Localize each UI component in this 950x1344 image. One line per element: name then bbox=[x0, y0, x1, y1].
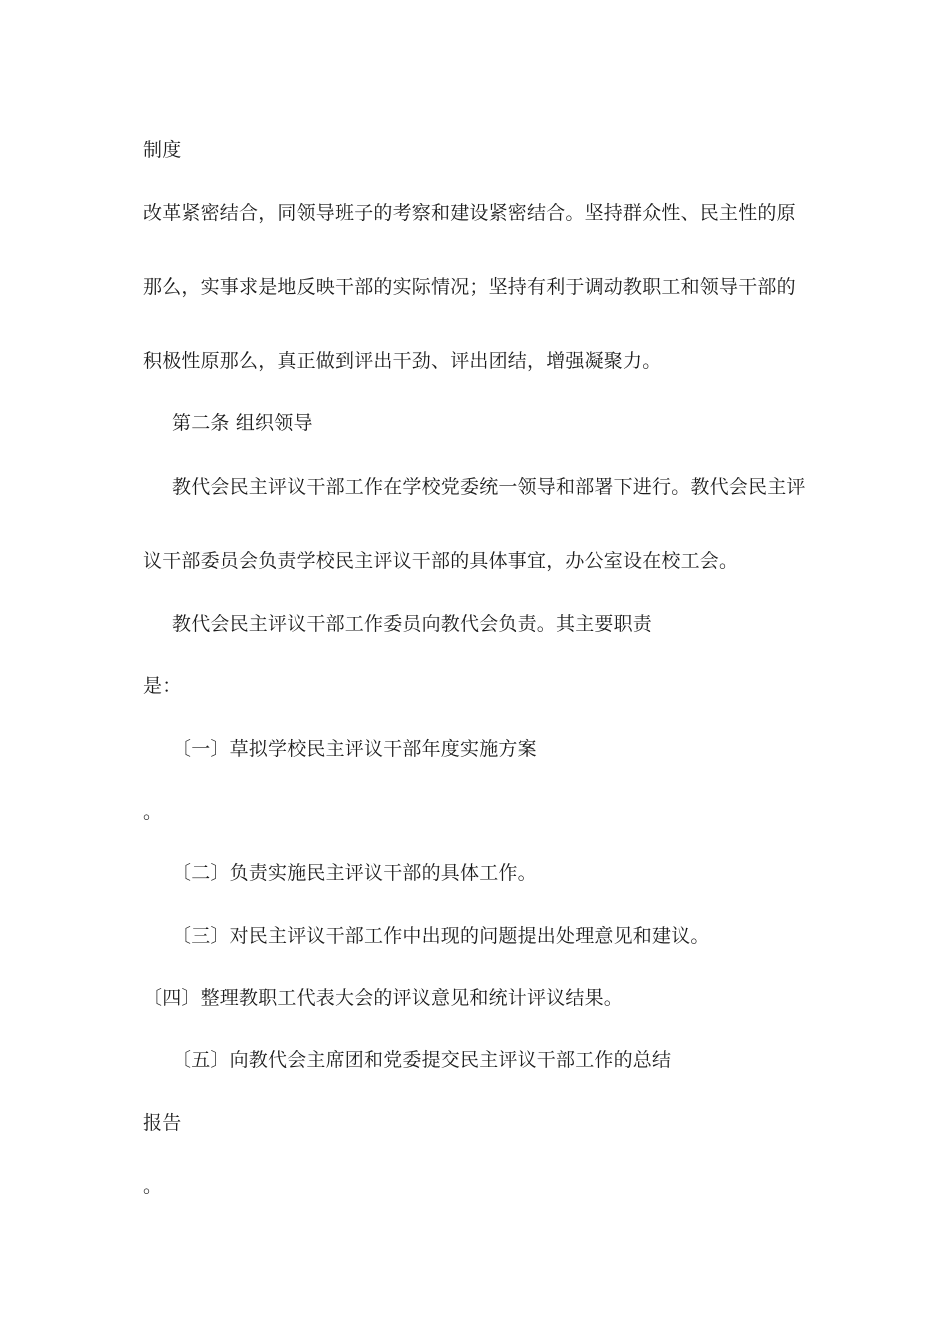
text-line: 教代会民主评议干部工作在学校党委统一领导和部署下进行。教代会民主评 bbox=[172, 476, 806, 498]
list-item: 〔四〕整理教职工代表大会的评议意见和统计评议结果。 bbox=[143, 987, 624, 1009]
text-line: 是： bbox=[143, 675, 182, 697]
section-heading: 第二条 组织领导 bbox=[172, 412, 313, 434]
list-item: 〔三〕对民主评议干部工作中出现的问题提出处理意见和建议。 bbox=[172, 925, 710, 947]
text-line: 改革紧密结合，同领导班子的考察和建设紧密结合。坚持群众性、民主性的原 bbox=[143, 202, 796, 224]
list-item: 〔二〕负责实施民主评议干部的具体工作。 bbox=[172, 862, 537, 884]
text-line: 议干部委员会负责学校民主评议干部的具体事宜，办公室设在校工会。 bbox=[143, 550, 739, 572]
text-line: 。 bbox=[143, 801, 163, 823]
text-line: 那么，实事求是地反映干部的实际情况；坚持有利于调动教职工和领导干部的 bbox=[143, 276, 796, 298]
text-line: 报告 bbox=[143, 1112, 182, 1134]
list-item: 〔一〕草拟学校民主评议干部年度实施方案 bbox=[172, 738, 537, 760]
text-line: 制度 bbox=[143, 139, 182, 161]
text-line: 教代会民主评议干部工作委员向教代会负责。其主要职责 bbox=[172, 613, 653, 635]
list-item: 〔五〕向教代会主席团和党委提交民主评议干部工作的总结 bbox=[172, 1049, 672, 1071]
text-line: 积极性原那么，真正做到评出干劲、评出团结，增强凝聚力。 bbox=[143, 350, 662, 372]
text-line: 。 bbox=[143, 1175, 163, 1197]
